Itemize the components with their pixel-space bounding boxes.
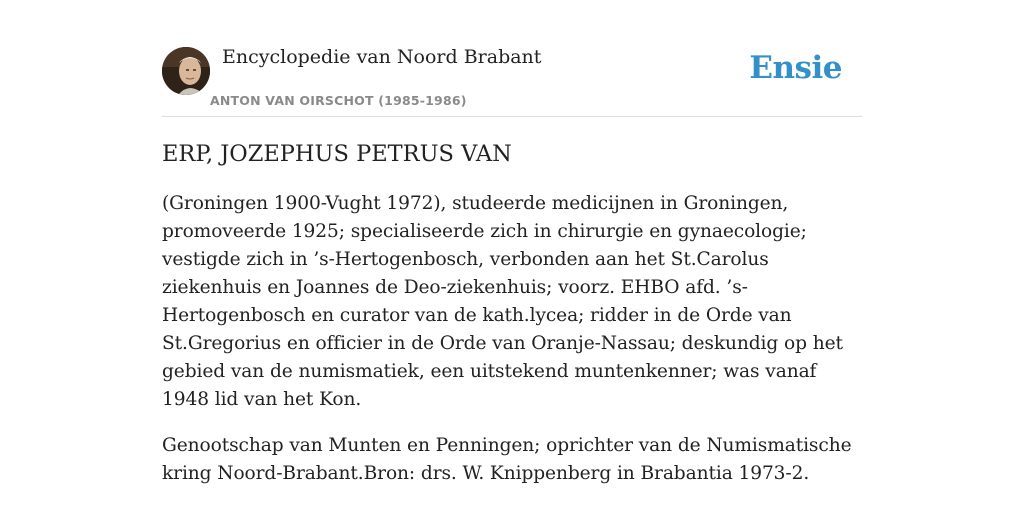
entry-paragraph: Genootschap van Munten en Penningen; oprichter van de Numismatische kring Noord-Brabant.Bron: drs. W. Knippenberg in Brabantia 1973-2. (162, 435, 852, 484)
article-header (162, 46, 862, 117)
brand-logo[interactable]: Ensie (749, 50, 842, 86)
article-card (162, 46, 862, 488)
entry-paragraph: (Groningen 1900-Vught 1972), studeerde medicijnen in Groningen, promoveerde 1925; specialiseerde zich in chirurgie en gynaecologie; vestigde zich in ’s-Hertogenbosch, verbonden aan het St.Carolus ziekenhuis en Joannes de Deo-ziekenhuis; voorz. EHBO afd. ’s-Hertogenbosch en curator van de kath.lycea; ridder in de Orde van St.Gregorius en officier in de Orde van Oranje-Nassau; deskundig op het gebied van de numismatiek, een uitstekend muntenkenner; was vanaf 1948 lid van het Kon. (162, 193, 843, 410)
source-title[interactable]: Encyclopedie van Noord Brabant (222, 46, 542, 68)
author-portrait-icon (162, 47, 210, 95)
entry-title: ERP, JOZEPHUS PETRUS VAN (162, 141, 512, 167)
author-avatar[interactable] (162, 47, 210, 95)
author-credit[interactable]: ANTON VAN OIRSCHOT (1985-1986) (210, 93, 467, 108)
